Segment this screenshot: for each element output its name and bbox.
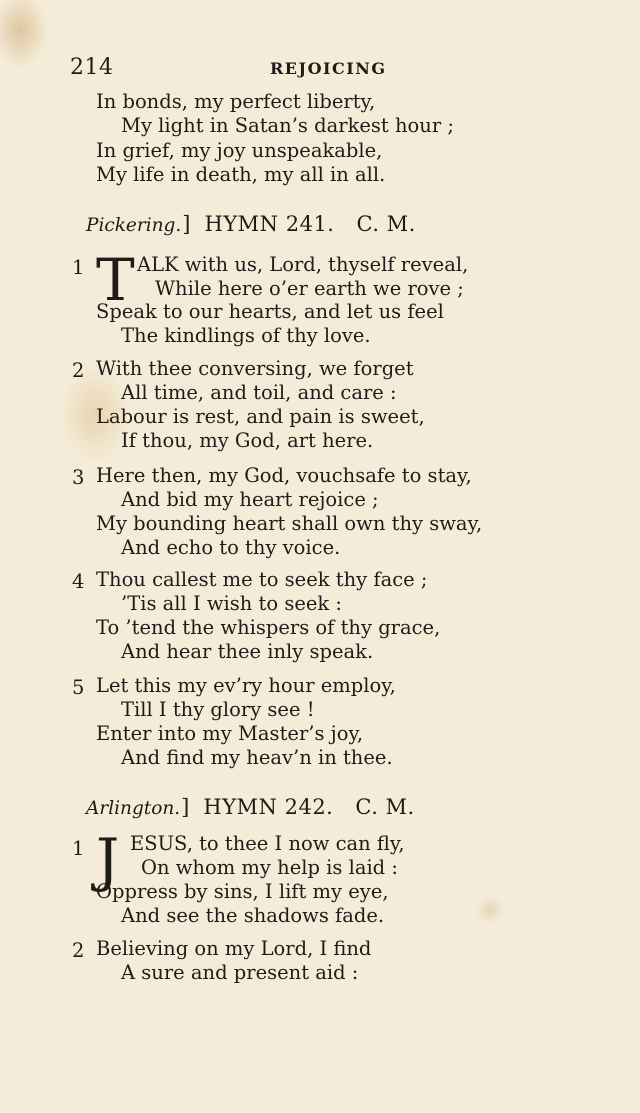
- verse-line: And find my heav’n in thee.: [121, 746, 393, 769]
- verse-line: And bid my heart rejoice ;: [121, 488, 379, 511]
- tune-name: Arlington.: [86, 798, 181, 819]
- verse-line: My bounding heart shall own thy sway,: [96, 512, 483, 535]
- verse-line: Thou callest me to seek thy face ;: [96, 568, 428, 591]
- verse-line: And hear thee inly speak.: [121, 640, 374, 663]
- drop-cap: J: [96, 826, 120, 894]
- page-number: 214: [70, 55, 114, 80]
- verse-line: Believing on my Lord, I find: [96, 937, 372, 960]
- opening-line: In bonds, my perfect liberty,: [96, 90, 376, 113]
- opening-line: In grief, my joy unspeakable,: [96, 139, 383, 162]
- running-title: REJOICING: [270, 59, 387, 78]
- verse-line: Oppress by sins, I lift my eye,: [96, 880, 389, 903]
- verse-line: On whom my help is laid :: [141, 856, 398, 879]
- running-header: [70, 55, 390, 85]
- verse-line: A sure and present aid :: [121, 961, 359, 984]
- verse-line: Here then, my God, vouchsafe to stay,: [96, 464, 472, 487]
- verse-number: 3: [72, 466, 85, 489]
- hymn-heading: [86, 212, 416, 236]
- verse-number: 4: [72, 570, 85, 593]
- verse-line: And echo to thy voice.: [121, 536, 341, 559]
- verse-line: All time, and toil, and care :: [121, 381, 397, 404]
- verse-line: Till I thy glory see !: [121, 698, 315, 721]
- verse-number: 5: [72, 676, 85, 699]
- drop-cap: T: [96, 246, 135, 314]
- verse-line: And see the shadows fade.: [121, 904, 385, 927]
- verse-line: ALK with us, Lord, thyself reveal,: [137, 253, 469, 276]
- verse-line: The kindlings of thy love.: [121, 324, 371, 347]
- verse-number: 2: [72, 939, 85, 962]
- opening-line: My life in death, my all in all.: [96, 163, 386, 186]
- hymn-meter: C. M.: [356, 212, 416, 236]
- verse-line: Enter into my Master’s joy,: [96, 722, 364, 745]
- verse-line: Labour is rest, and pain is sweet,: [96, 405, 425, 428]
- hymn-number: HYMN 241.: [204, 212, 335, 236]
- hymn-heading: [86, 795, 415, 819]
- verse-line: Speak to our hearts, and let us feel: [96, 300, 444, 323]
- verse-number: 1: [72, 837, 85, 860]
- hymn-number: HYMN 242.: [203, 795, 334, 819]
- verse-line: While here o’er earth we rove ;: [155, 277, 464, 300]
- tune-bracket: ]: [181, 795, 190, 819]
- verse-line: With thee conversing, we forget: [96, 357, 414, 380]
- tune-name: Pickering.: [86, 215, 182, 236]
- verse-line: If thou, my God, art here.: [121, 429, 374, 452]
- verse-number: 2: [72, 359, 85, 382]
- verse-line: ESUS, to thee I now can fly,: [130, 832, 405, 855]
- verse-line: ’Tis all I wish to seek :: [121, 592, 342, 615]
- tune-bracket: ]: [182, 212, 191, 236]
- verse-line: Let this my ev’ry hour employ,: [96, 674, 396, 697]
- opening-line: My light in Satan’s darkest hour ;: [121, 114, 454, 137]
- verse-line: To ’tend the whispers of thy grace,: [96, 616, 441, 639]
- hymn-meter: C. M.: [355, 795, 415, 819]
- verse-number: 1: [72, 256, 85, 279]
